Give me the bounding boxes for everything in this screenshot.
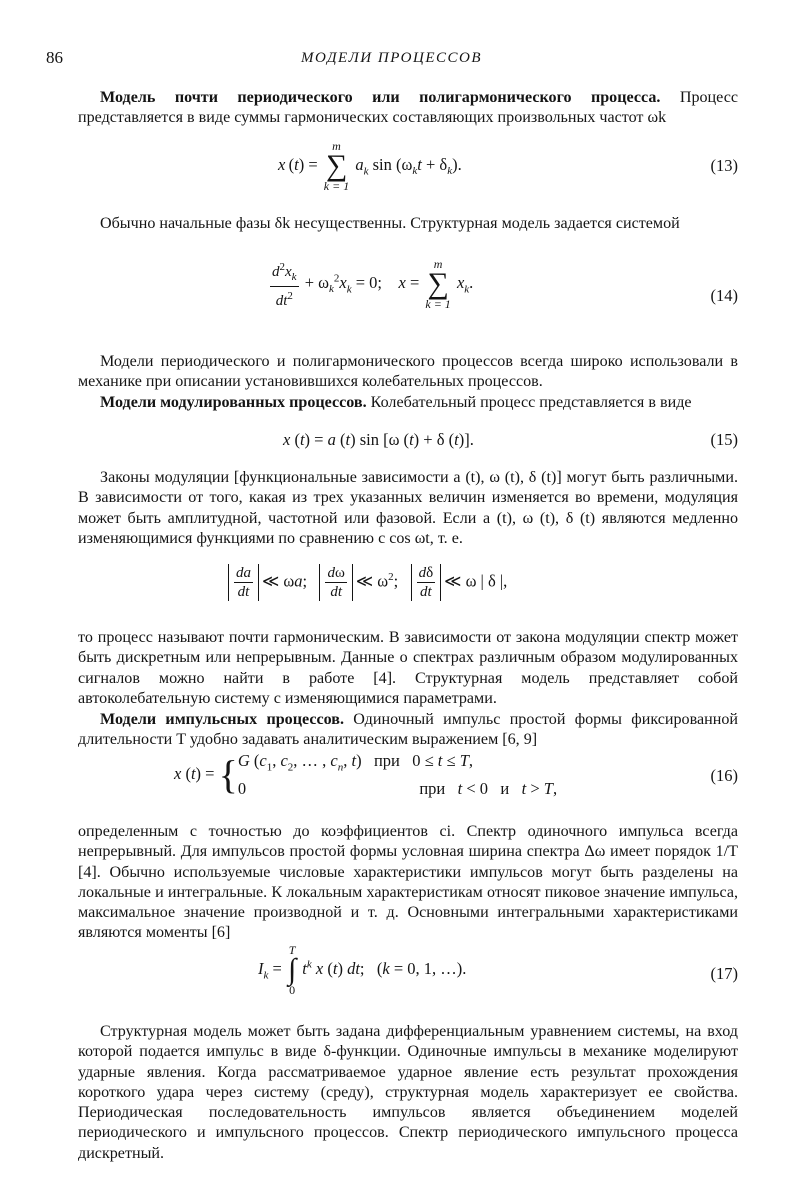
paragraph-text: Колебательный процесс представляется в виде xyxy=(366,394,692,411)
equation-body: $I_k$ = T ∫ 0 $t^k$ x (t) dt; (k = 0, 1, …). xyxy=(258,943,467,997)
equation-body: $\frac{d^2x_k}{dt^2}$ + $\omega_k^2x_k = 0$; x = m ∑ k = 1 $x_k$. xyxy=(272,257,474,311)
paragraph-structural-impulse xyxy=(78,1022,738,1164)
equation-number: (13) xyxy=(710,156,738,175)
paragraph-modulation-laws xyxy=(78,468,738,549)
equation-body: x (t) = a (t) sin [ω (t) + δ (t)]. xyxy=(283,430,474,449)
paragraph-text: Обычно начальные фазы δk несущественны. Структурная модель задается системой xyxy=(100,215,680,232)
paragraph-phases xyxy=(78,214,738,234)
paragraph-text: Одиночный импульс простой формы фиксированной длительности T удобно задавать аналитическим выражением [6, 9] xyxy=(78,711,738,749)
section-heading-modulated: Модели модулированных процессов. xyxy=(100,394,367,411)
paragraph-text: Структурная модель может быть задана дифференциальным уравнением системы, на вход которой подается импульс в виде δ-функции. Одиночные импульсы в механике моделируют ударные явления. Когда рассматриваемое ударное явление есть результат прохождения короткого удара через систему (среду), структурная модель характеризует ее свойства. Периодическая последовательность импульсов является объединением моделей периодического и импульсного процессов. Спектр периодического импульсного процесса дискретный. xyxy=(78,1023,738,1162)
word-pri: при xyxy=(373,751,400,770)
running-head: МОДЕЛИ ПРОЦЕССОВ xyxy=(300,50,483,66)
paragraph-impulse xyxy=(78,710,738,751)
page-header xyxy=(46,48,737,72)
paragraph-text: то процесс называют почти гармоническим. В зависимости от закона модуляции спектр может быть дискретным или непрерывным. Данные о спектрах различным образом модулированных сигналов можно найти в работе [4]. Структурная модель представляет собой автоколебательную систему с изменяющимися параметрами. xyxy=(78,629,738,707)
equation-17 xyxy=(78,944,738,1006)
paragraph-text: Законы модуляции [функциональные зависимости a (t), ω (t), δ (t)] могут быть различными. В зависимости от того, какая из трех указанных величин изменяется во времени, модуляция может быть амплитудной, частотной или фазовой. Если a (t), ω (t), δ (t) являются медленно изменяющимися функциями по сравнению с cos ωt, т. е. xyxy=(78,469,738,547)
section-heading-impulse: Модели импульсных процессов. xyxy=(100,711,344,728)
equation-number: (15) xyxy=(710,430,738,449)
equation-body: x (t) = m ∑ k = 1 $a_k$ $\sin (\omega_kt + \delta_k)$. xyxy=(278,139,462,193)
equation-body: x (t) = {G ($c_1$, $c_2$, … , $c_n$, t) при 0 ≤ t ≤ T, 0 при t < 0 и t > T, xyxy=(174,751,558,799)
paragraph-mechanics xyxy=(78,352,738,393)
equation-14 xyxy=(78,258,738,334)
equation-number: (16) xyxy=(710,766,738,785)
equation-slow-variation xyxy=(78,564,738,612)
paragraph-text: Модели периодического и полигармонического процессов всегда широко использовали в механике при описании установившихся колебательных процессов. xyxy=(78,353,738,391)
equation-number: (17) xyxy=(710,964,738,983)
equation-body: $\frac{da}{dt}$ ≪ ωa; $\frac{d\omega}{dt}$ ≪ $\omega^2$; $\frac{d\delta}{dt}$ ≪ ω | δ |, xyxy=(228,564,507,601)
equation-13 xyxy=(78,140,738,196)
paragraph-harmonic xyxy=(78,628,738,709)
equation-number: (14) xyxy=(710,286,738,305)
word-pri: при xyxy=(419,779,446,799)
paragraph-modulated xyxy=(78,393,738,413)
paragraph-text: Процесс представляется в виде суммы гармонических составляющих произвольных частот ωk xyxy=(78,89,738,127)
paragraph-spectrum xyxy=(78,822,738,944)
equation-16 xyxy=(78,750,738,806)
paragraph-polyharmonic xyxy=(78,88,738,129)
section-heading-polyharmonic: Модель почти периодического или полигармонического процесса. xyxy=(100,89,661,106)
paragraph-text: определенным с точностью до коэффициентов ci. Спектр одиночного импульса всегда непрерывный. Для импульсов простой формы условная ширина спектра Δω имеет порядок 1/T [4]. Обычно используемые числовые характеристики импульсов могут быть разделены на локальные и интегральные. К локальным характеристикам относят пиковое значение импульса, максимальное значение производной и т. д. Основными интегральными характеристиками являются моменты [6] xyxy=(78,823,738,942)
equation-15 xyxy=(78,430,738,454)
word-and: и xyxy=(500,779,510,799)
page-number: 86 xyxy=(46,48,63,67)
